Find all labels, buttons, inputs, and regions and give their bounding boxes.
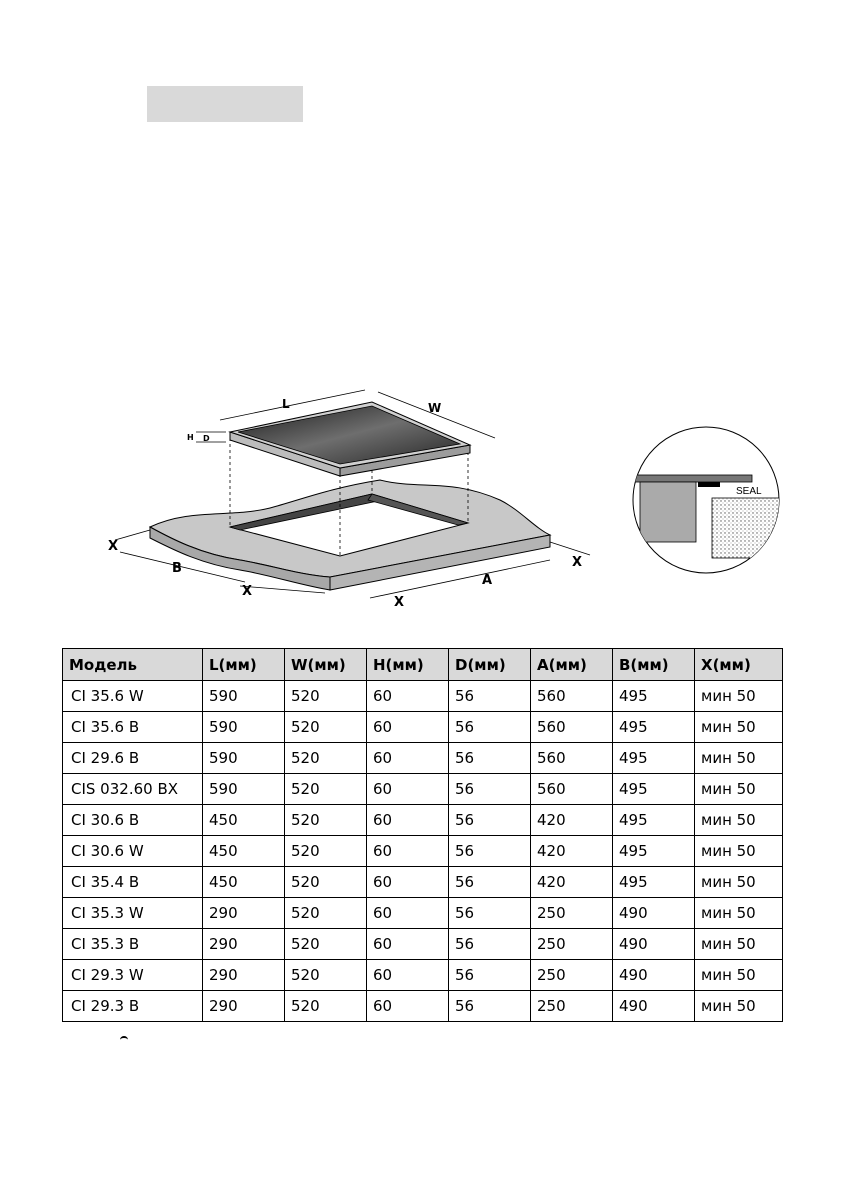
cell-H: 60 [367,774,449,805]
header-L: L(мм) [203,649,285,681]
cell-B: 495 [613,743,695,774]
cell-A: 560 [531,743,613,774]
cell-D: 56 [449,774,531,805]
cell-L: 290 [203,991,285,1022]
cell-H: 60 [367,836,449,867]
table-row [63,991,783,1022]
cell-H: 60 [367,743,449,774]
label-W: W [428,401,442,415]
table-header-row [63,649,783,681]
label-X-right: X [572,555,583,570]
header-W: W(мм) [285,649,367,681]
cell-W: 520 [285,929,367,960]
label-L: L [282,397,290,411]
cell-B: 490 [613,960,695,991]
cell-L: 590 [203,743,285,774]
table-row [63,805,783,836]
cell-D: 56 [449,898,531,929]
label-B: B [172,561,182,576]
cell-H: 60 [367,805,449,836]
cell-L: 290 [203,898,285,929]
cell-W: 520 [285,867,367,898]
cell-X: мин 50 [695,681,783,712]
cell-D: 56 [449,960,531,991]
cell-W: 520 [285,805,367,836]
table-row [63,867,783,898]
cell-A: 250 [531,929,613,960]
label-seal: SEAL [736,486,762,497]
table-row [63,712,783,743]
cell-A: 420 [531,805,613,836]
table-row [63,836,783,867]
cell-model: CI 30.6 B [63,805,203,836]
cell-model: CI 35.3 B [63,929,203,960]
header-D: D(мм) [449,649,531,681]
table-body [63,681,783,1022]
cell-model: CI 35.3 W [63,898,203,929]
cell-A: 250 [531,898,613,929]
cell-A: 560 [531,712,613,743]
table-row [63,681,783,712]
cell-X: мин 50 [695,960,783,991]
label-H: H [187,433,194,442]
cell-W: 520 [285,681,367,712]
cell-A: 250 [531,960,613,991]
cell-model: CI 29.6 B [63,743,203,774]
cell-H: 60 [367,712,449,743]
cell-model: CI 35.6 W [63,681,203,712]
cell-X: мин 50 [695,898,783,929]
table-row [63,774,783,805]
header-H: H(мм) [367,649,449,681]
label-X-bottom: X [242,584,253,599]
cell-B: 495 [613,774,695,805]
header-gray-box [147,86,303,122]
label-D: D [203,434,210,443]
cell-model: CI 29.3 W [63,960,203,991]
cell-L: 590 [203,774,285,805]
cell-model: CI 35.4 B [63,867,203,898]
cell-B: 490 [613,898,695,929]
header-A: A(мм) [531,649,613,681]
header-model: Модель [63,649,203,681]
cell-B: 495 [613,681,695,712]
cell-D: 56 [449,712,531,743]
cell-L: 450 [203,836,285,867]
cell-X: мин 50 [695,929,783,960]
cell-X: мин 50 [695,805,783,836]
cell-H: 60 [367,960,449,991]
cell-W: 520 [285,712,367,743]
table-row [63,743,783,774]
header-B: B(мм) [613,649,695,681]
cell-model: CI 29.3 B [63,991,203,1022]
cell-B: 495 [613,836,695,867]
cell-H: 60 [367,991,449,1022]
cell-W: 520 [285,898,367,929]
cell-A: 420 [531,836,613,867]
cell-D: 56 [449,681,531,712]
cell-W: 520 [285,774,367,805]
cell-B: 495 [613,805,695,836]
cell-H: 60 [367,898,449,929]
cell-L: 590 [203,712,285,743]
table-row [63,960,783,991]
cell-X: мин 50 [695,774,783,805]
cell-X: мин 50 [695,712,783,743]
cell-L: 290 [203,929,285,960]
cell-B: 490 [613,929,695,960]
cell-A: 560 [531,681,613,712]
cell-B: 495 [613,712,695,743]
cell-H: 60 [367,867,449,898]
label-X-front: X [394,595,405,610]
cell-L: 590 [203,681,285,712]
cell-H: 60 [367,681,449,712]
installation-diagram [0,380,841,620]
cell-D: 56 [449,991,531,1022]
cell-B: 495 [613,867,695,898]
cell-W: 520 [285,743,367,774]
seal-detail [630,427,782,573]
cell-L: 450 [203,805,285,836]
cell-L: 290 [203,960,285,991]
cell-D: 56 [449,867,531,898]
table-row [63,898,783,929]
cell-A: 250 [531,991,613,1022]
cell-W: 520 [285,991,367,1022]
cell-W: 520 [285,836,367,867]
cell-H: 60 [367,929,449,960]
cell-W: 520 [285,960,367,991]
cell-D: 56 [449,929,531,960]
cell-B: 490 [613,991,695,1022]
label-X-left: X [108,539,119,554]
table-row [63,929,783,960]
cell-D: 56 [449,805,531,836]
cell-L: 450 [203,867,285,898]
cell-model: CIS 032.60 BX [63,774,203,805]
cell-A: 560 [531,774,613,805]
cell-D: 56 [449,743,531,774]
cell-model: CI 30.6 W [63,836,203,867]
cell-X: мин 50 [695,743,783,774]
spec-table [62,648,783,1022]
header-X: X(мм) [695,649,783,681]
page-footer-mark [120,1036,128,1044]
cell-X: мин 50 [695,991,783,1022]
cell-model: CI 35.6 B [63,712,203,743]
cell-A: 420 [531,867,613,898]
label-A: A [482,573,493,588]
cell-X: мин 50 [695,836,783,867]
cell-X: мин 50 [695,867,783,898]
cell-D: 56 [449,836,531,867]
